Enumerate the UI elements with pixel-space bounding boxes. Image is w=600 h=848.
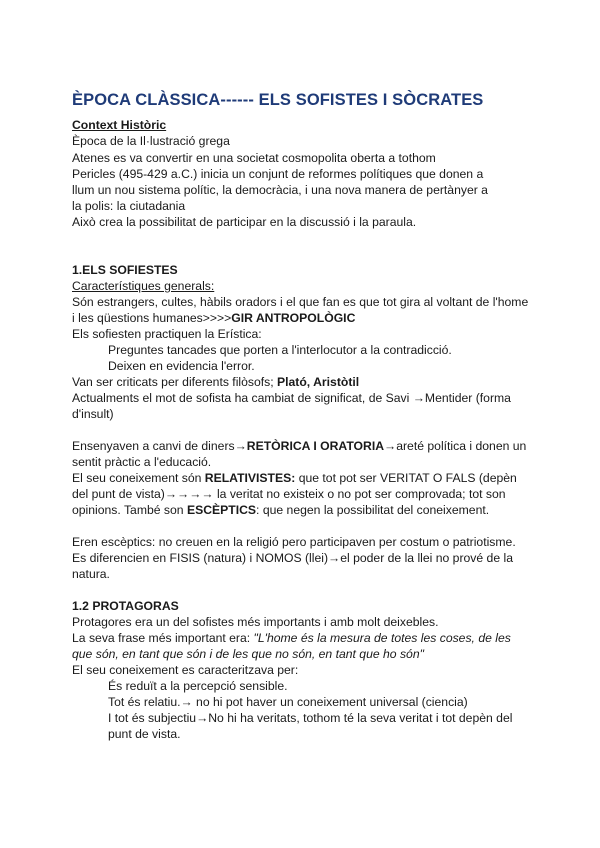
context-line: Pericles (495-429 a.C.) inicia un conjunt de reformes polítiques que donen a — [72, 167, 484, 181]
context-line: Època de la Il·lustració grega — [72, 134, 230, 148]
text-run: i les qüestions humanes>>>> — [72, 311, 232, 325]
context-line: Atenes es va convertir en una societat cosmopolita oberta a tothom — [72, 151, 436, 165]
bold-term: ESCÈPTICS — [186, 503, 257, 517]
sofistes-line: Els sofiesten practiquen la Erística: — [72, 327, 262, 341]
page-title: ÈPOCA CLÀSSICA------ ELS SOFISTES I SÒCRATES — [72, 91, 484, 109]
context-heading: Context Històric — [72, 118, 167, 132]
text-run: El seu coneixement són — [72, 471, 205, 485]
sofistes-line — [72, 438, 526, 454]
text-run: que tot pot ser VERITAT O FALS (depèn — [295, 471, 517, 485]
sofistes-line — [72, 502, 489, 518]
bold-term: Plató, Aristòtil — [277, 375, 360, 389]
sofistes-line: Eren escèptics: no creuen en la religió pero participaven per costum o patriotisme. — [72, 535, 516, 549]
protagoras-indented-line: Tot és relatiu.→ no hi pot haver un coneixement universal (ciencia) — [108, 695, 468, 709]
protagoras-indented-line: punt de vista. — [108, 727, 181, 741]
sofistes-indented-line: Preguntes tancades que porten a l'interlocutor a la contradicció. — [108, 343, 452, 357]
sofistes-line: d'insult) — [72, 407, 114, 421]
protagoras-indented-line: És reduït a la percepció sensible. — [108, 679, 288, 693]
protagoras-line: Protagores era un del sofistes més importants i amb molt deixebles. — [72, 615, 439, 629]
section-heading-protagoras: 1.2 PROTAGORAS — [72, 599, 179, 613]
text-run: Van ser criticats per diferents filòsofs; — [72, 375, 278, 389]
section-heading-sofistes: 1.ELS SOFIESTES — [72, 263, 178, 277]
text-run: opinions. També son — [72, 503, 187, 517]
sofistes-indented-line: Deixen en evidencia l'error. — [108, 359, 255, 373]
sofistes-line — [72, 374, 359, 390]
bold-term: RELATIVISTES: — [204, 471, 296, 485]
sofistes-line: Es diferencien en FISIS (natura) i NOMOS (llei)→el poder de la llei no prové de la — [72, 551, 513, 565]
context-line: llum un nou sistema polític, la democràcia, i una nova manera de pertànyer a — [72, 183, 488, 197]
sofistes-line: Actualments el mot de sofista ha cambiat de significat, de Savi →Mentider (forma — [72, 391, 511, 405]
sofistes-line: Són estrangers, cultes, hàbils oradors i el que fan es que tot gira al voltant de l'home — [72, 295, 529, 309]
bold-term: RETÒRICA I ORATORIA — [246, 439, 385, 453]
sofistes-line: del punt de vista)→→→→ la veritat no existeix o no pot ser comprovada; tot son — [72, 487, 506, 501]
protagoras-indented-line: I tot és subjectiu→No hi ha veritats, tothom té la seva veritat i tot depèn del — [108, 711, 513, 725]
text-run: La seva frase més important era: — [72, 631, 254, 645]
context-line: la polis: la ciutadania — [72, 199, 186, 213]
protagoras-line: El seu coneixement es caracteritzava per: — [72, 663, 299, 677]
sofistes-subheading: Característiques generals: — [72, 279, 215, 293]
text-run: Ensenyaven a canvi de diners→ — [72, 439, 247, 453]
sofistes-line — [72, 470, 517, 486]
text-run: : que negen la possibilitat del coneixement. — [256, 503, 490, 517]
text-run: →areté política i donen un — [384, 439, 527, 453]
context-line: Això crea la possibilitat de participar en la discussió i la paraula. — [72, 215, 417, 229]
protagoras-line — [72, 630, 511, 646]
quote-text: que són, en tant que són i de les que no són, en tant que ho són" — [72, 647, 424, 661]
sofistes-line: sentit pràctic a l'educació. — [72, 455, 212, 469]
sofistes-line — [72, 310, 355, 326]
bold-term: GIR ANTROPOLÒGIC — [231, 311, 356, 325]
quote-text: "L'home és la mesura de totes les coses, de les — [253, 631, 511, 645]
sofistes-line: natura. — [72, 567, 110, 581]
